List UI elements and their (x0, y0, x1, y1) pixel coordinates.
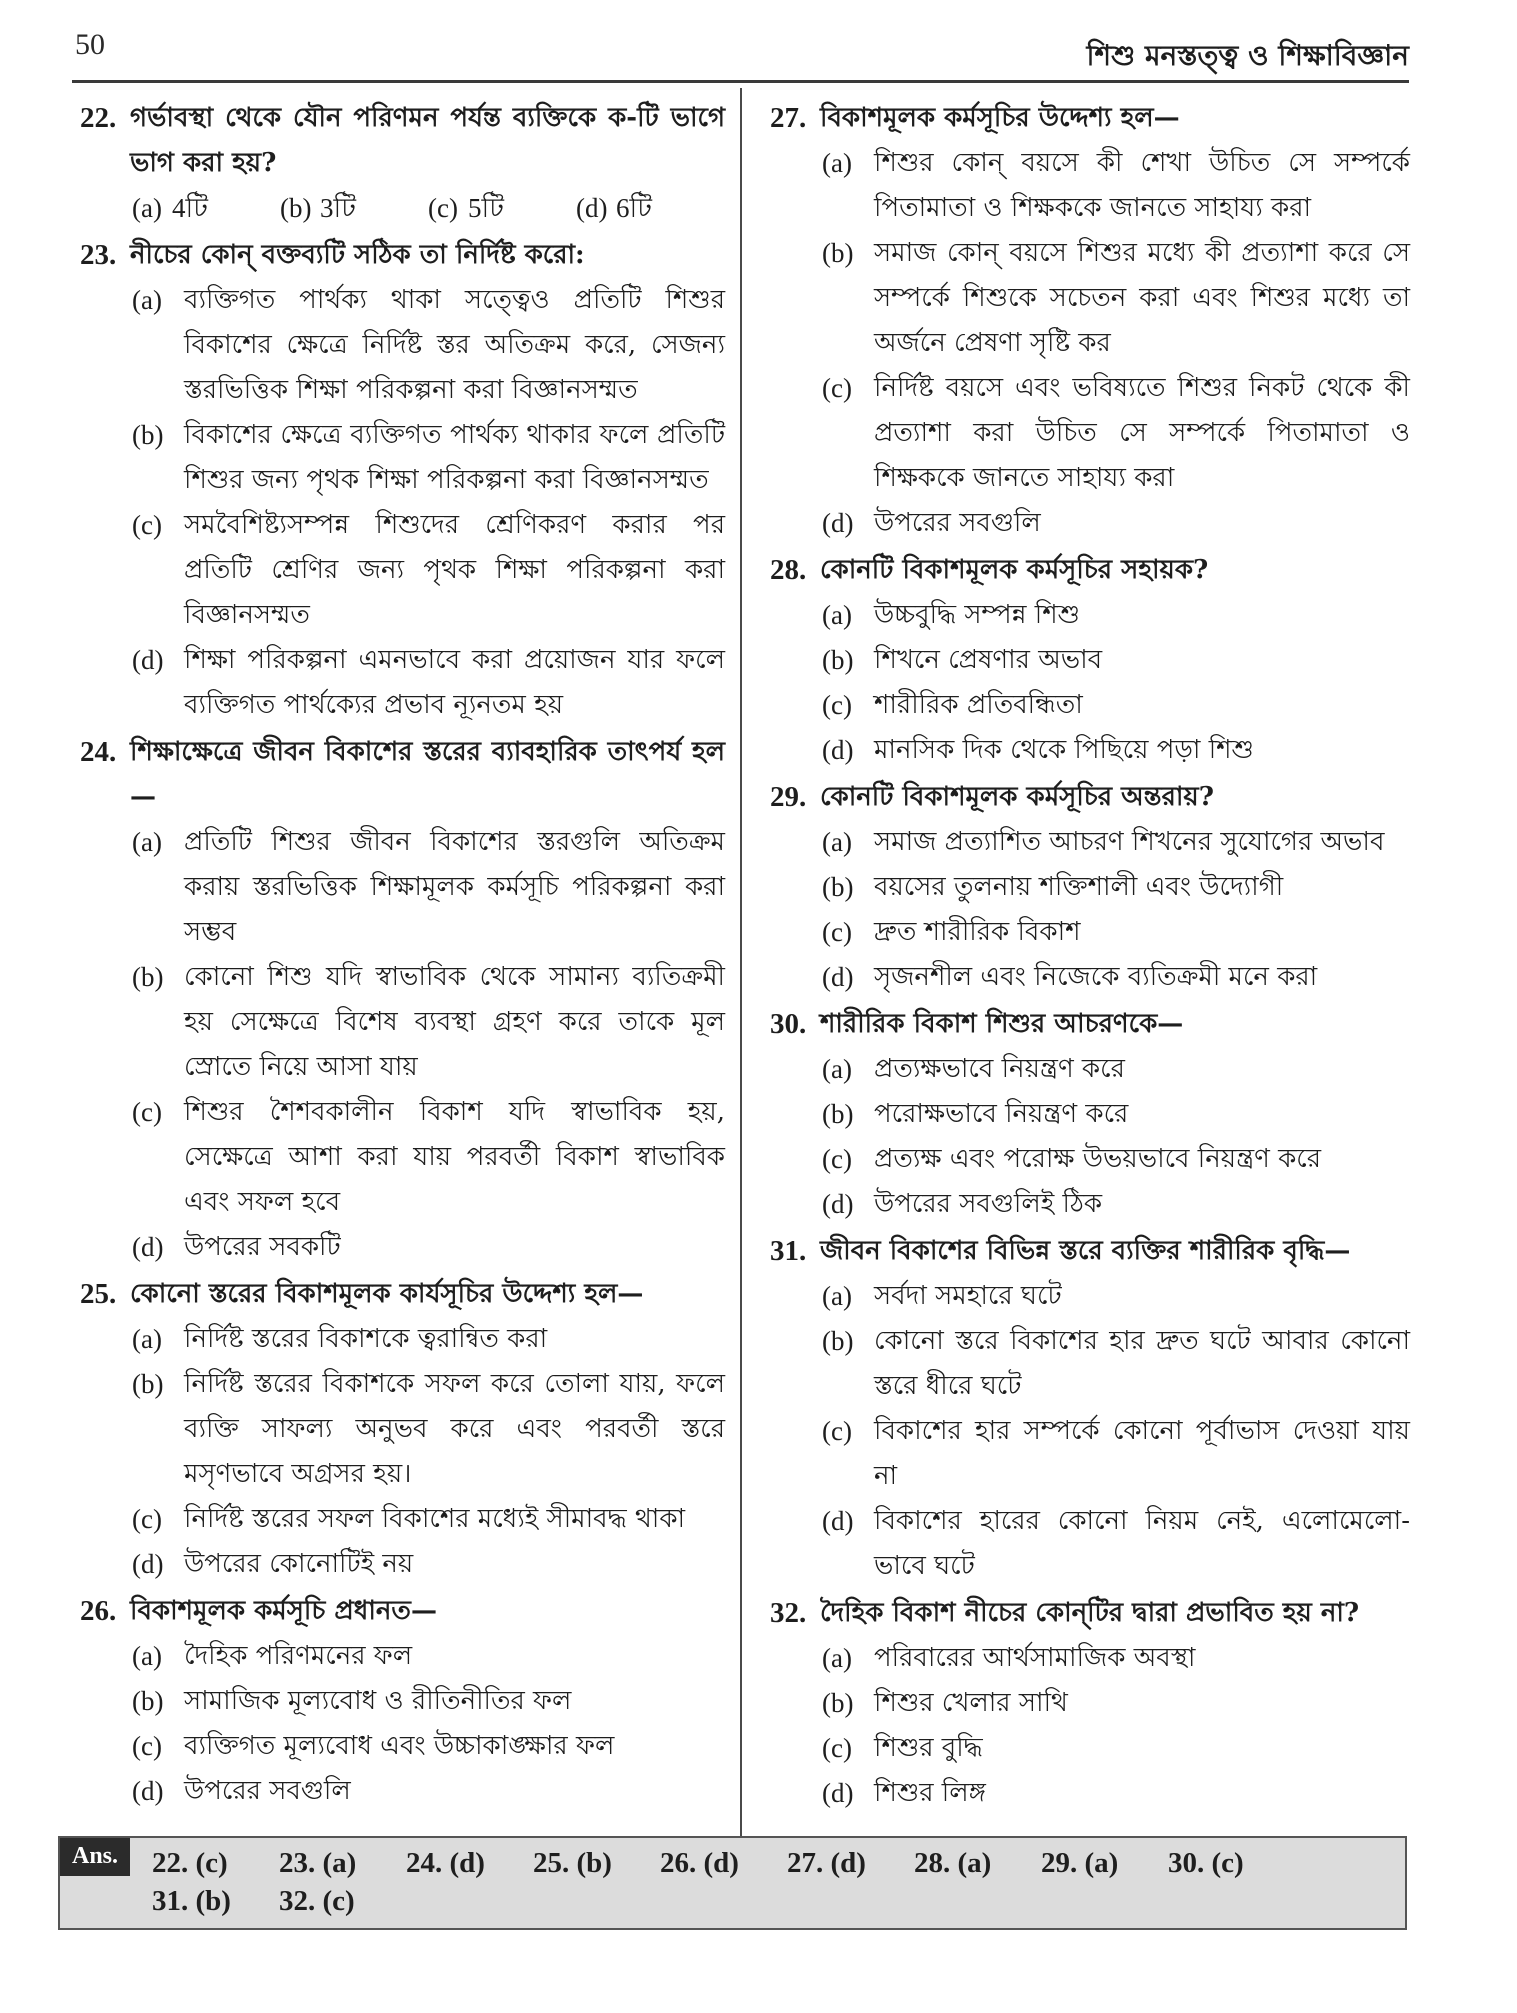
option-letter: (d) (822, 1506, 854, 1536)
option-text: শারীরিক প্রতিবন্ধিতা (874, 690, 1083, 720)
question-number: 31. (770, 1235, 807, 1267)
question-text: বিকাশমূলক কর্মসূচি প্রধানত— (130, 1596, 437, 1626)
option-item (132, 1317, 725, 1362)
option-letter: (b) (132, 1369, 164, 1399)
option-item (822, 1726, 1410, 1771)
options-list (80, 186, 725, 231)
option-letter: (c) (132, 1097, 162, 1127)
option-item (822, 1681, 1410, 1726)
option-item (280, 186, 428, 231)
option-letter: (d) (576, 193, 608, 223)
option-text: নির্দিষ্ট বয়সে এবং ভবিষ্যতে শিশুর নিকট থেকে কী প্রত্যাশা করা উচিত সে সম্পর্কে পিতামাতা ও শিক্ষককে জানতে সাহায্য করা (874, 373, 1410, 493)
question-text: দৈহিক বিকাশ নীচের কোন্‌টির দ্বারা প্রভাবিত হয় না? (820, 1598, 1360, 1628)
answer-item: 28. (a) (914, 1847, 992, 1879)
option-item (428, 186, 576, 231)
option-text: শিশুর শৈশবকালীন বিকাশ যদি স্বাভাবিক হয়, সেক্ষেত্রে আশা করা যায় পরবর্তী বিকাশ স্বাভাবিক এবং সফল হবে (184, 1097, 725, 1217)
options-list (80, 820, 725, 1270)
option-item (822, 501, 1410, 546)
option-item (822, 231, 1410, 366)
option-text: দৈহিক পরিণমনের ফল (184, 1641, 413, 1671)
question-header (80, 233, 725, 278)
options-list (770, 1274, 1410, 1589)
option-item (822, 1771, 1410, 1816)
option-item (132, 1090, 725, 1225)
option-text: নির্দিষ্ট স্তরের বিকাশকে ত্বরান্বিত করা (184, 1324, 548, 1354)
column-left (80, 96, 725, 1823)
option-item (132, 503, 725, 638)
option-letter: (a) (822, 1281, 852, 1311)
answer-item: 31. (b) (152, 1885, 231, 1917)
question-item (770, 1591, 1410, 1816)
question-number: 23. (80, 239, 117, 271)
option-item (132, 186, 280, 231)
question-header (770, 548, 1410, 593)
option-letter: (b) (280, 193, 312, 223)
option-item (822, 910, 1410, 955)
option-letter: (a) (822, 148, 852, 178)
question-header (80, 1272, 725, 1317)
question-number: 22. (80, 102, 117, 134)
option-text: 6টি (616, 193, 652, 223)
option-text: উপরের সবকটি (184, 1232, 341, 1262)
option-text: ব্যক্তিগত পার্থক্য থাকা সত্ত্বেও প্রতিটি শিশুর বিকাশের ক্ষেত্রে নির্দিষ্ট স্তর অতিক্রম করে, সেজন্য স্তরভিত্তিক শিক্ষা পরিকল্পনা করা বিজ্ঞানসম্মত (184, 285, 725, 405)
question-item (80, 1272, 725, 1587)
option-text: প্রত্যক্ষ এবং পরোক্ষ উভয়ভাবে নিয়ন্ত্রণ করে (874, 1144, 1322, 1174)
question-header (770, 1002, 1410, 1047)
option-text: শিখনে প্রেষণার অভাব (874, 645, 1103, 675)
option-item (822, 1409, 1410, 1499)
option-text: বিকাশের হার সম্পর্কে কোনো পূর্বাভাস দেওয়া যায় না (874, 1416, 1410, 1491)
option-text: সমাজ কোন্ বয়সে শিশুর মধ্যে কী প্রত্যাশা করে সে সম্পর্কে শিশুকে সচেতন করা এবং শিশুর মধ্যে তা অর্জনে প্রেষণা সৃষ্টি কর (874, 238, 1410, 358)
option-item (822, 1182, 1410, 1227)
option-text: উপরের সবগুলি (874, 508, 1041, 538)
question-text: গর্ভাবস্থা থেকে যৌন পরিণমন পর্যন্ত ব্যক্তিকে ক-টি ভাগে ভাগ করা হয়? (130, 103, 725, 178)
answer-item: 29. (a) (1041, 1847, 1119, 1879)
option-letter: (a) (132, 193, 162, 223)
question-text: কোনো স্তরের বিকাশমূলক কার্যসূচির উদ্দেশ্য হল— (130, 1279, 644, 1309)
option-letter: (b) (132, 962, 164, 992)
option-text: বিকাশের ক্ষেত্রে ব্যক্তিগত পার্থক্য থাকার ফলে প্রতিটি শিশুর জন্য পৃথক শিক্ষা পরিকল্পনা করা বিজ্ঞানসম্মত (184, 420, 725, 495)
question-text: কোনটি বিকাশমূলক কর্মসূচির সহায়ক? (820, 555, 1209, 585)
options-list (80, 1634, 725, 1814)
options-list (770, 593, 1410, 773)
option-letter: (d) (822, 735, 854, 765)
question-number: 29. (770, 781, 807, 813)
running-head: শিশু মনস্তত্ত্ব ও শিক্ষাবিজ্ঞান (1086, 39, 1409, 72)
question-item (80, 233, 725, 728)
question-item (770, 1002, 1410, 1227)
option-letter: (c) (822, 917, 852, 947)
options-list (770, 141, 1410, 546)
question-number: 25. (80, 1278, 117, 1310)
answer-item: 26. (d) (660, 1847, 739, 1879)
option-letter: (d) (132, 645, 164, 675)
question-text: নীচের কোন্ বক্তব্যটি সঠিক তা নির্দিষ্ট করো: (130, 240, 585, 270)
option-letter: (c) (822, 1733, 852, 1763)
question-text: বিকাশমূলক কর্মসূচির উদ্দেশ্য হল— (820, 103, 1180, 133)
option-item (822, 141, 1410, 231)
option-item (132, 955, 725, 1090)
option-item (822, 1319, 1410, 1409)
option-text: সৃজনশীল এবং নিজেকে ব্যতিক্রমী মনে করা (874, 962, 1318, 992)
option-item (822, 728, 1410, 773)
option-text: সমবৈশিষ্ট্যসম্পন্ন শিশুদের শ্রেণিকরণ করার পর প্রতিটি শ্রেণির জন্য পৃথক শিক্ষা পরিকল্পনা করা বিজ্ঞানসম্মত (184, 510, 725, 630)
option-text: 3টি (320, 193, 356, 223)
question-item (770, 775, 1410, 1000)
option-letter: (c) (822, 1416, 852, 1446)
option-item (132, 1769, 725, 1814)
options-list (770, 820, 1410, 1000)
option-item (132, 413, 725, 503)
answer-item: 32. (c) (279, 1885, 355, 1917)
column-right (770, 96, 1410, 1823)
option-item (822, 820, 1410, 865)
header-rule (72, 80, 1409, 83)
option-letter: (b) (822, 1326, 854, 1356)
option-item (822, 593, 1410, 638)
option-text: শিশুর লিঙ্গ (874, 1778, 986, 1808)
question-text: জীবন বিকাশের বিভিন্ন স্তরে ব্যক্তির শারীরিক বৃদ্ধি— (820, 1236, 1351, 1266)
option-text: নির্দিষ্ট স্তরের বিকাশকে সফল করে তোলা যায়, ফলে ব্যক্তি সাফল্য অনুভব করে এবং পরবর্তী স্তরে মসৃণভাবে অগ্রসর হয়। (184, 1369, 725, 1489)
option-letter: (a) (132, 1641, 162, 1671)
option-letter: (d) (822, 962, 854, 992)
answer-item: 30. (c) (1168, 1847, 1244, 1879)
option-letter: (b) (822, 1099, 854, 1129)
option-text: সমাজ প্রত্যাশিত আচরণ শিখনের সুযোগের অভাব (874, 827, 1385, 857)
question-number: 27. (770, 102, 807, 134)
option-item (822, 1137, 1410, 1182)
question-header (80, 1589, 725, 1634)
option-text: পরোক্ষভাবে নিয়ন্ত্রণ করে (874, 1099, 1129, 1129)
page-number: 50 (75, 28, 105, 61)
option-letter: (c) (132, 510, 162, 540)
option-item (822, 1636, 1410, 1681)
option-letter: (c) (822, 1144, 852, 1174)
question-header (770, 1591, 1410, 1636)
question-item (770, 548, 1410, 773)
option-letter: (c) (132, 1504, 162, 1534)
question-header (770, 775, 1410, 820)
option-text: প্রতিটি শিশুর জীবন বিকাশের স্তরগুলি অতিক্রম করায় স্তরভিত্তিক শিক্ষামূলক কর্মসূচি পরিকল্পনা করা সম্ভব (184, 827, 725, 947)
options-list (770, 1636, 1410, 1816)
option-letter: (d) (132, 1232, 164, 1262)
option-text: উচ্চবুদ্ধি সম্পন্ন শিশু (874, 600, 1080, 630)
option-letter: (a) (822, 600, 852, 630)
option-item (132, 1225, 725, 1270)
option-letter: (b) (822, 238, 854, 268)
question-item (80, 1589, 725, 1814)
option-item (576, 186, 724, 231)
options-list (80, 1317, 725, 1587)
option-text: ব্যক্তিগত মূল্যবোধ এবং উচ্চাকাঙ্ক্ষার ফল (184, 1731, 615, 1761)
option-letter: (d) (822, 1189, 854, 1219)
option-text: শিশুর কোন্ বয়সে কী শেখা উচিত সে সম্পর্কে পিতামাতা ও শিক্ষককে জানতে সাহায্য করা (874, 148, 1410, 223)
option-text: বিকাশের হারের কোনো নিয়ম নেই, এলোমেলো-ভাবে ঘটে (874, 1506, 1410, 1581)
option-text: উপরের সবগুলিই ঠিক (874, 1189, 1103, 1219)
question-number: 32. (770, 1597, 807, 1629)
option-letter: (c) (822, 690, 852, 720)
question-item (80, 730, 725, 1270)
question-text: শারীরিক বিকাশ শিশুর আচরণকে— (820, 1009, 1184, 1039)
question-number: 30. (770, 1008, 807, 1040)
option-letter: (c) (428, 193, 458, 223)
option-item (132, 278, 725, 413)
option-letter: (a) (822, 1054, 852, 1084)
option-item (822, 955, 1410, 1000)
option-text: শিশুর খেলার সাথি (874, 1688, 1068, 1718)
option-letter: (c) (132, 1731, 162, 1761)
question-header (80, 96, 725, 186)
option-item (822, 1499, 1410, 1589)
options-list (80, 278, 725, 728)
option-item (132, 1542, 725, 1587)
option-text: দ্রুত শারীরিক বিকাশ (874, 917, 1081, 947)
option-letter: (b) (822, 1688, 854, 1718)
option-item (822, 638, 1410, 683)
answer-item: 22. (c) (152, 1847, 228, 1879)
option-text: নির্দিষ্ট স্তরের সফল বিকাশের মধ্যেই সীমাবদ্ধ থাকা (184, 1504, 686, 1534)
option-letter: (d) (132, 1549, 164, 1579)
option-letter: (d) (822, 508, 854, 538)
option-item (822, 366, 1410, 501)
option-item (132, 1724, 725, 1769)
option-item (132, 820, 725, 955)
option-letter: (a) (822, 1643, 852, 1673)
option-item (132, 1362, 725, 1497)
question-text: কোনটি বিকাশমূলক কর্মসূচির অন্তরায়? (820, 782, 1214, 812)
option-letter: (c) (822, 373, 852, 403)
question-header (80, 730, 725, 820)
question-header (770, 1229, 1410, 1274)
option-text: পরিবারের আর্থসামাজিক অবস্থা (874, 1643, 1196, 1673)
option-letter: (d) (822, 1778, 854, 1808)
option-text: উপরের কোনোটিই নয় (184, 1549, 414, 1579)
question-item (770, 1229, 1410, 1589)
option-text: সর্বদা সমহারে ঘটে (874, 1281, 1062, 1311)
answer-item: 24. (d) (406, 1847, 485, 1879)
options-list (770, 1047, 1410, 1227)
option-item (132, 1497, 725, 1542)
option-letter: (b) (132, 1686, 164, 1716)
answer-box (58, 1836, 1407, 1930)
question-item (80, 96, 725, 231)
option-text: মানসিক দিক থেকে পিছিয়ে পড়া শিশু (874, 735, 1254, 765)
question-number: 26. (80, 1595, 117, 1627)
answer-label: Ans. (60, 1838, 130, 1876)
option-letter: (b) (822, 872, 854, 902)
option-text: 4টি (172, 193, 208, 223)
option-text: কোনো শিশু যদি স্বাভাবিক থেকে সামান্য ব্যতিক্রমী হয় সেক্ষেত্রে বিশেষ ব্যবস্থা গ্রহণ করে তাকে মূল স্রোতে নিয়ে আসা যায় (184, 962, 725, 1082)
option-letter: (a) (132, 827, 162, 857)
option-text: 5টি (468, 193, 504, 223)
answer-item: 27. (d) (787, 1847, 866, 1879)
question-text: শিক্ষাক্ষেত্রে জীবন বিকাশের স্তরের ব্যাবহারিক তাৎপর্য হল— (130, 737, 725, 812)
question-number: 24. (80, 736, 117, 768)
question-item (770, 96, 1410, 546)
question-number: 28. (770, 554, 807, 586)
option-letter: (b) (822, 645, 854, 675)
question-header (770, 96, 1410, 141)
option-letter: (b) (132, 420, 164, 450)
option-text: সামাজিক মূল্যবোধ ও রীতিনীতির ফল (184, 1686, 572, 1716)
option-text: কোনো স্তরে বিকাশের হার দ্রুত ঘটে আবার কোনো স্তরে ধীরে ঘটে (874, 1326, 1410, 1401)
option-text: বয়সের তুলনায় শক্তিশালী এবং উদ্যোগী (874, 872, 1284, 902)
answer-list (152, 1844, 1385, 1920)
option-item (132, 1634, 725, 1679)
option-text: শিক্ষা পরিকল্পনা এমনভাবে করা প্রয়োজন যার ফলে ব্যক্তিগত পার্থক্যের প্রভাব ন্যূনতম হয় (184, 645, 725, 720)
answer-item: 25. (b) (533, 1847, 612, 1879)
option-letter: (a) (132, 1324, 162, 1354)
option-item (822, 865, 1410, 910)
option-letter: (d) (132, 1776, 164, 1806)
column-divider (740, 88, 742, 1838)
option-text: উপরের সবগুলি (184, 1776, 351, 1806)
option-item (132, 638, 725, 728)
option-item (822, 1092, 1410, 1137)
option-text: শিশুর বুদ্ধি (874, 1733, 983, 1763)
option-letter: (a) (132, 285, 162, 315)
option-item (132, 1679, 725, 1724)
option-item (822, 1047, 1410, 1092)
option-text: প্রত্যক্ষভাবে নিয়ন্ত্রণ করে (874, 1054, 1125, 1084)
option-item (822, 683, 1410, 728)
option-item (822, 1274, 1410, 1319)
option-letter: (a) (822, 827, 852, 857)
answer-item: 23. (a) (279, 1847, 357, 1879)
